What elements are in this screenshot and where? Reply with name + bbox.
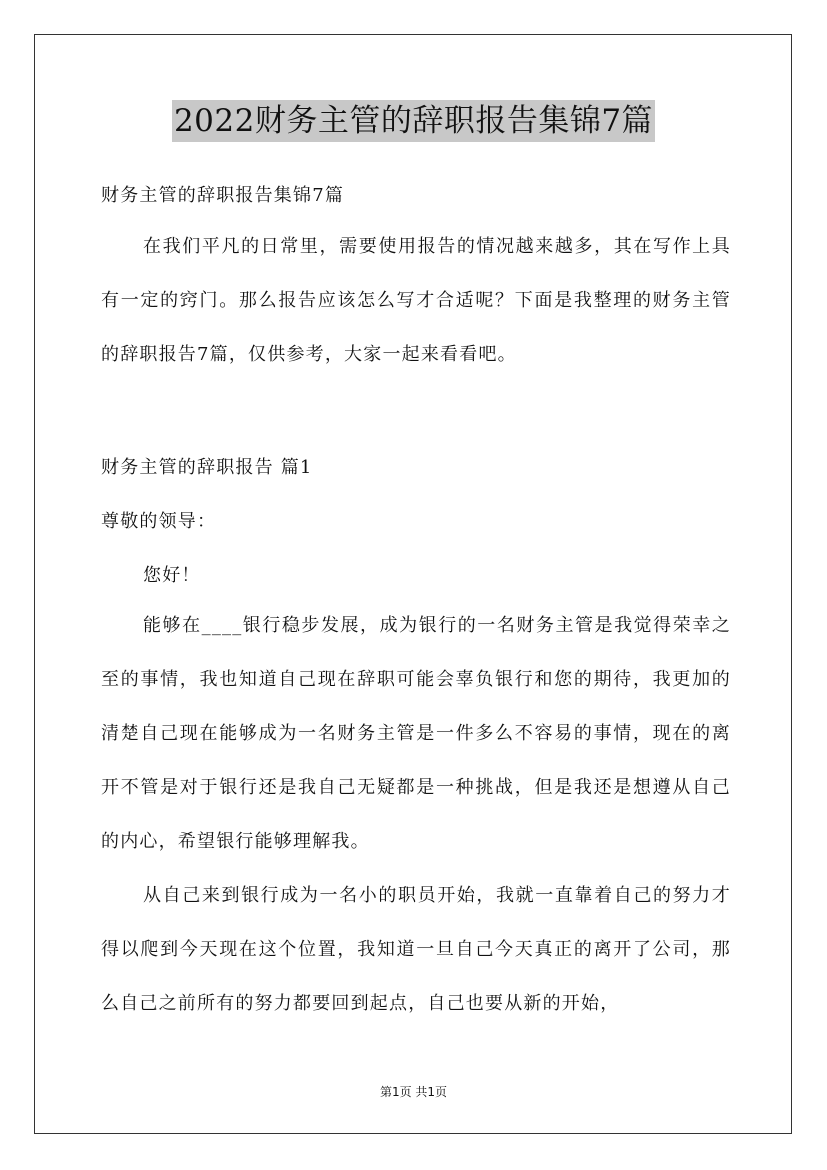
document-title	[0, 100, 827, 144]
document-subtitle: 财务主管的辞职报告集锦7篇	[101, 185, 345, 206]
body-paragraph-2: 从自己来到银行成为一名小的职员开始，我就一直靠着自己的努力才得以爬到今天现在这个位置，我知道一旦自己今天真正的离开了公司，那么自己之前所有的努力都要回到起点，自己也要从新的开始，	[101, 885, 731, 1014]
intro-paragraph: 在我们平凡的日常里，需要使用报告的情况越来越多，其在写作上具有一定的窍门。那么报告应该怎么写才合适呢？下面是我整理的财务主管的辞职报告7篇，仅供参考，大家一起来看看吧。	[101, 236, 731, 365]
section-heading: 财务主管的辞职报告 篇1	[101, 457, 313, 478]
document-title-text: 2022财务主管的辞职报告集锦7篇	[172, 100, 655, 142]
salutation: 尊敬的领导：	[101, 511, 217, 532]
page-footer: 第1页 共1页	[379, 1085, 448, 1099]
greeting: 您好！	[143, 565, 201, 586]
body-paragraph-1: 能够在____银行稳步发展，成为银行的一名财务主管是我觉得荣幸之至的事情，我也知道自己现在辞职可能会辜负银行和您的期待，我更加的清楚自己现在能够成为一名财务主管是一件多么不容易的事情，现在的离开不管是对于银行还是我自己无疑都是一种挑战，但是我还是想遵从自己的内心，希望银行能够理解我。	[101, 615, 731, 852]
